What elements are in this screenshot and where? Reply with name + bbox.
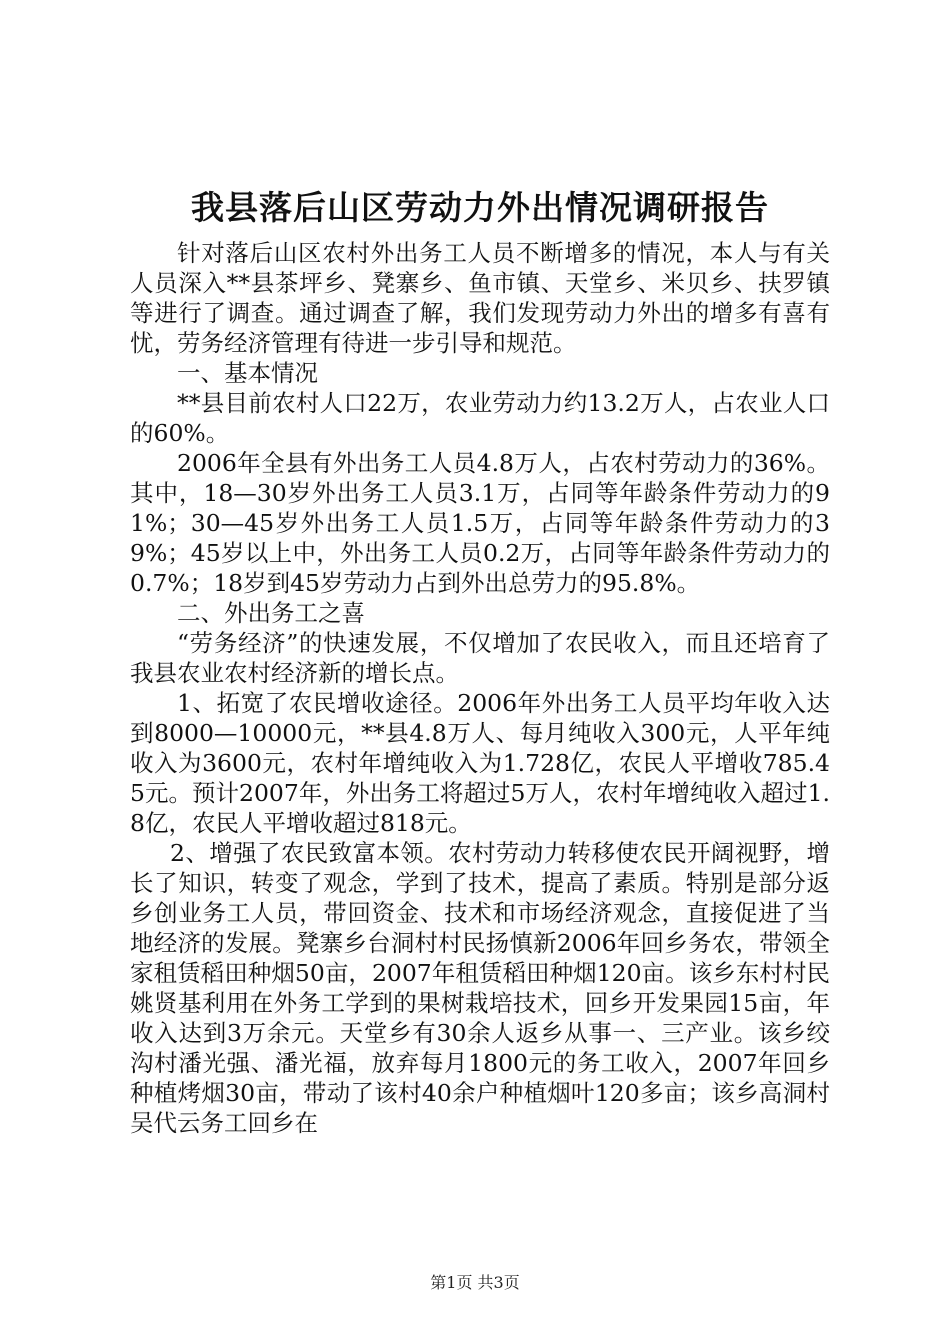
paragraph-intro: 针对落后山区农村外出务工人员不断增多的情况，本人与有关人员深入**县茶坪乡、凳寨乡、鱼市镇、天堂乡、米贝乡、扶罗镇等进行了调查。通过调查了解，我们发现劳动力外出的增多有喜有忧，劳务经济管理有待进一步引导和规范。 (130, 239, 830, 357)
page-number: 第1页 共3页 (430, 1273, 520, 1292)
section-heading-basic: 一、基本情况 (177, 359, 318, 387)
paragraph-skills: 2、增强了农民致富本领。农村劳动力转移使农民开阔视野，增长了知识，转变了观念，学到了技术，提高了素质。特别是部分返乡创业务工人员，带回资金、技术和市场经济观念，直接促进了当地经济的发展。凳寨乡台洞村村民扬慎新2006年回乡务农，带领全家租赁稻田种烟50亩，2007年租赁稻田种烟120亩。该乡东村村民姚贤基利用在外务工学到的果树栽培技术，回乡开发果园15亩，年收入达到3万余元。天堂乡有30余人返乡从事一、三产业。该乡绞沟村潘光强、潘光福，放弃每月1800元的务工收入，2007年回乡种植烤烟30亩，带动了该村40余户种植烟叶120多亩；该乡高洞村吴代云务工回乡在 (130, 839, 830, 1137)
section-heading-benefits: 二、外出务工之喜 (177, 599, 365, 627)
paragraph-population: **县目前农村人口22万，农业劳动力约13.2万人，占农业人口的60%。 (130, 389, 830, 447)
paragraph-migrant-stats: 2006年全县有外出务工人员4.8万人，占农村劳动力的36%。其中，18—30岁外出务工人员3.1万，占同等年龄条件劳动力的91%；30—45岁外出务工人员1.5万，占同等年龄条件劳动力的39%；45岁以上中，外出务工人员0.2万，占同等年龄条件劳动力的0.7%；18岁到45岁劳动力占到外出总劳力的95.8%。 (130, 449, 830, 597)
document-body (130, 238, 830, 1138)
paragraph-income-growth: 1、拓宽了农民增收途径。2006年外出务工人员平均年收入达到8000—10000元，**县4.8万人、每月纯收入300元，人平年纯收入为3600元，农村年增纯收入为1.728亿，农民人平增收785.45元。预计2007年，外出务工将超过5万人，农村年增纯收入超过1.8亿，农民人平增收超过818元。 (130, 689, 830, 837)
document-title: 我县落后山区劳动力外出情况调研报告 (191, 188, 769, 227)
paragraph-labor-economy: “劳务经济”的快速发展，不仅增加了农民收入，而且还培育了我县农业农村经济新的增长点。 (130, 629, 830, 687)
